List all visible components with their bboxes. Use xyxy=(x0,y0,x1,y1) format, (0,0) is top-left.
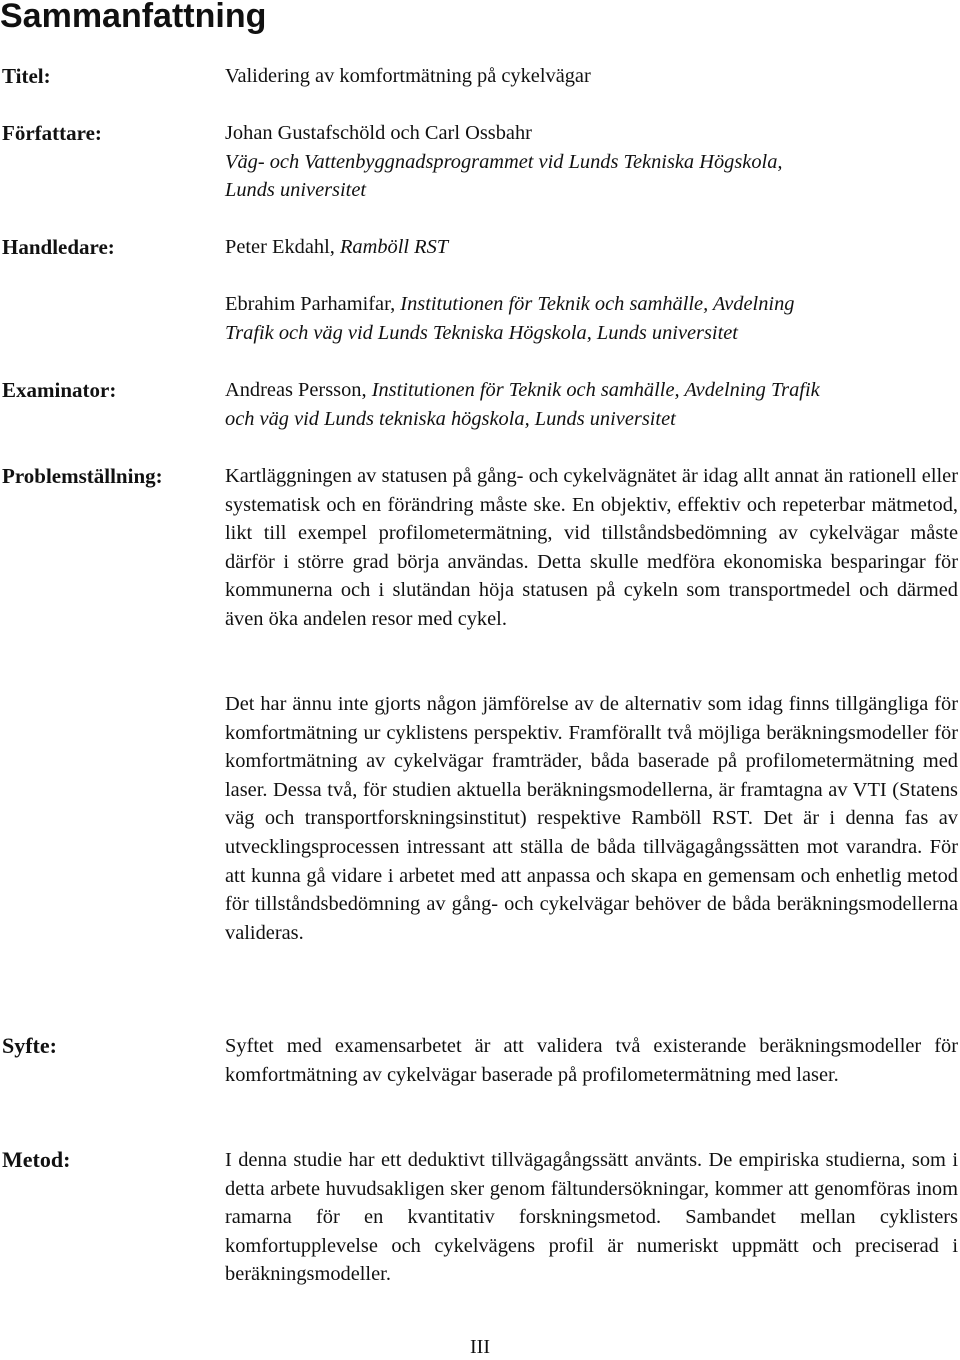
label-title: Titel: xyxy=(2,64,51,88)
author-affiliation-line-2: Lunds universitet xyxy=(225,179,367,202)
supervisor-2-name: Ebrahim Parhamifar, xyxy=(225,293,401,315)
problem-paragraph-1: Kartläggningen av statusen på gång- och cykelvägnätet är idag allt annat än rationell eller systematisk och en förändring måste ske. En objektiv, effektiv och repeterbar mätmetod, likt till exempel profilometermätning, vid tillståndsbedömning av cykelvägar måste därför i större grad börja användas. Detta skulle medföra ekonomiska besparingar för kommunerna och i slutändan höja statusen på cykeln som transportmedel och därmed även öka andelen resor med cykel. xyxy=(225,465,958,630)
authors-block xyxy=(225,119,958,205)
author-affiliation-line-1: Väg- och Vattenbyggnadsprogrammet vid Lunds Tekniska Högskola, xyxy=(225,150,783,173)
label-examiner: Examinator: xyxy=(2,378,117,402)
author-names: Johan Gustafschöld och Carl Ossbahr xyxy=(225,122,532,144)
label-method: Metod: xyxy=(2,1147,71,1172)
supervisor-2-org-line-2: Trafik och väg vid Lunds Tekniska Högskola, Lunds universitet xyxy=(225,321,738,344)
supervisor-2-org-line-1: Institutionen för Teknik och samhälle, Avdelning xyxy=(400,293,795,315)
page-heading: Sammanfattning xyxy=(0,0,267,35)
examiner-org-line-2: och väg vid Lunds tekniska högskola, Lunds universitet xyxy=(225,407,676,430)
label-purpose: Syfte: xyxy=(2,1033,57,1058)
examiner-name: Andreas Persson, xyxy=(225,379,372,401)
supervisor-1-name: Peter Ekdahl, xyxy=(225,236,340,258)
problem-paragraph-2: Det har ännu inte gjorts någon jämförelse av de alternativ som idag finns tillgängliga för komfortmätning ur cyklistens perspektiv. Framförallt två möjliga beräkningsmodeller för komfortmätning av cykelvägar framträder, båda baserade på profilometermätning med laser. Dessa två, för studien aktuella beräkningsmodellerna, är framtagna av VTI (Statens väg och transportforskningsinstitut) respektive Ramböll RST. Det är i denna fas av utvecklingsprocessen intressant att ställa de båda tillvägagångssätten mot varandra. För att kunna gå vidare i arbetet med att anpassa och skapa en gemensam och enhetlig metod för tillståndsbedömning av gång- och cykelvägar behöver de båda beräkningsmodellerna valideras. xyxy=(225,693,958,944)
label-authors: Författare: xyxy=(2,121,102,145)
supervisor-1 xyxy=(225,233,958,262)
page-number: III xyxy=(470,1336,490,1358)
method-paragraph: I denna studie har ett deduktivt tillvägagångssätt använts. De empiriska studierna, som i detta arbete huvudsakligen sker genom fältundersökningar, kommer att genomföras inom ramarna för en kvantitativ forskningsmetod. Sambandet mellan cyklisters komfortupplevelse och cykelvägens profil är numeriskt uppmätt och preciserad i beräkningsmodeller. xyxy=(225,1149,958,1286)
supervisor-1-org: Ramböll RST xyxy=(339,236,449,258)
supervisor-2 xyxy=(225,290,958,347)
examiner-block xyxy=(225,376,958,433)
purpose-paragraph: Syftet med examensarbetet är att validera två existerande beräkningsmodeller för komfortmätning av cykelvägar baserade på profilometermätning med laser. xyxy=(225,1035,958,1086)
thesis-title: Validering av komfortmätning på cykelvägar xyxy=(225,65,591,87)
label-problem: Problemställning: xyxy=(2,464,163,488)
label-supervisors: Handledare: xyxy=(2,235,115,259)
examiner-org-line-1: Institutionen för Teknik och samhälle, Avdelning Trafik xyxy=(371,379,820,401)
